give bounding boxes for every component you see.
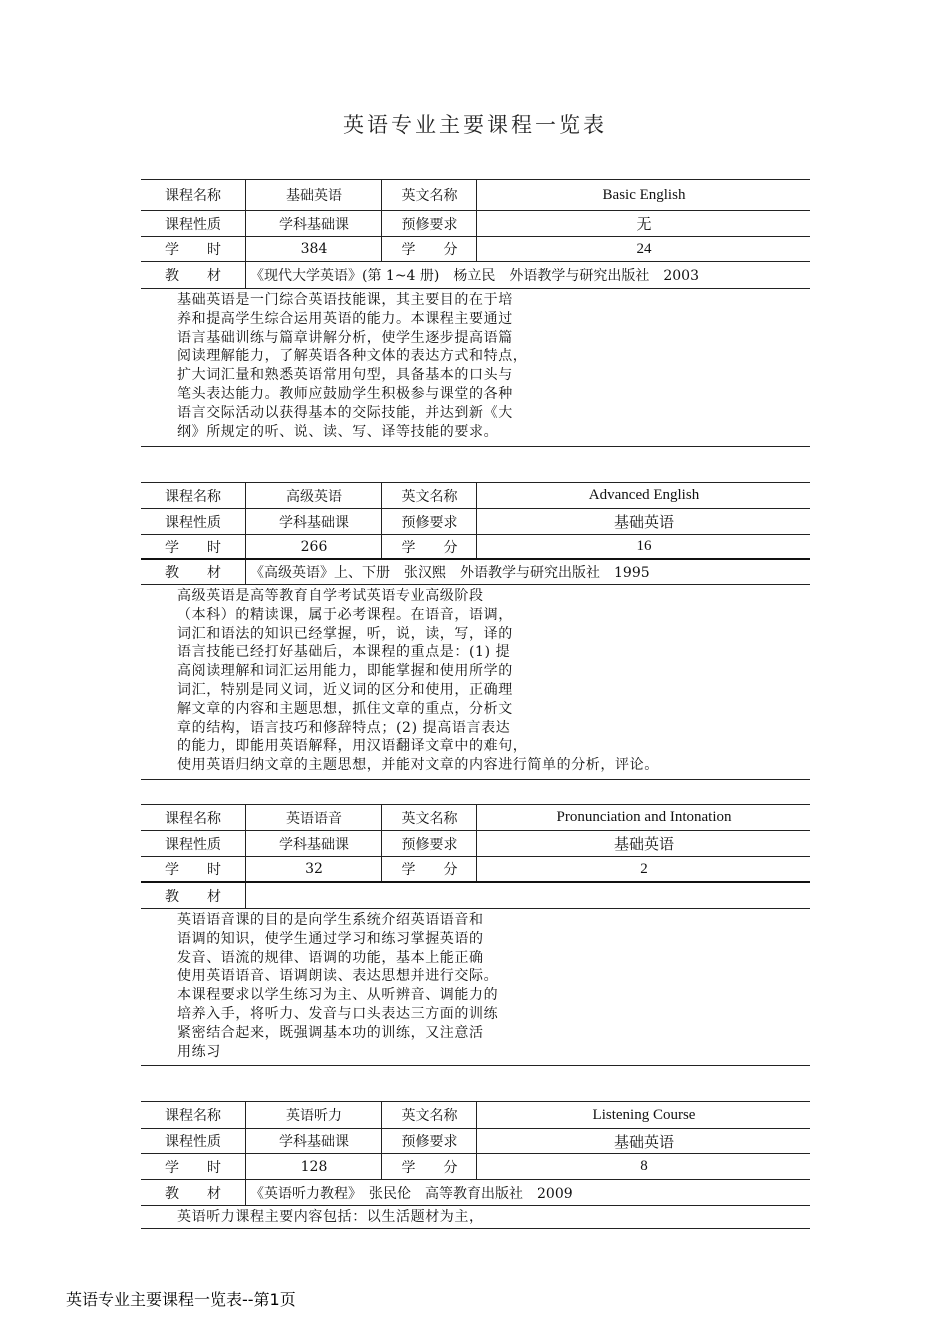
course-name-label: 课程名称 xyxy=(165,810,221,827)
course-name-row xyxy=(141,804,810,830)
course-description: 英语语音课的目的是向学生系统介绍英语语音和 语调的知识，使学生通过学习和练习掌握英语的 发音、语流的规律、语调的功能，基本上能正确 使用英语语音、语调朗读、表达思想并进行交际。 本课程要求以学生练习为主、从听辨音、调能力的 培养入手，将听力、发音与口头表达三方面的训练 紧密结合起来，既强调基本功的训练，又注意活 用练习 xyxy=(141,908,810,1066)
hours-label: 学 时 xyxy=(165,242,221,258)
textbook-row xyxy=(141,1179,810,1205)
course-type-row xyxy=(141,830,810,856)
prerequisite-label: 预修要求 xyxy=(381,509,477,534)
credits-label: 学 分 xyxy=(381,1154,477,1179)
english-name-value: Listening Course xyxy=(476,1102,811,1128)
credits-label: 学 分 xyxy=(381,535,477,558)
hours-value: 384 xyxy=(245,237,382,261)
course-type-row xyxy=(141,210,810,236)
prerequisite-value: 基础英语 xyxy=(476,509,811,534)
page-footer: 英语专业主要课程一览表--第1页 xyxy=(66,1290,296,1309)
prerequisite-value: 无 xyxy=(476,211,811,236)
english-name-label: 英文名称 xyxy=(381,483,477,508)
course-name-row xyxy=(141,1101,810,1128)
course-name-value: 高级英语 xyxy=(245,483,382,508)
credits-value: 8 xyxy=(476,1154,811,1179)
english-name-value: Basic English xyxy=(476,180,811,210)
course-type-value: 学科基础课 xyxy=(245,211,382,236)
textbook-label: 教 材 xyxy=(165,888,221,905)
hours-value: 266 xyxy=(245,535,382,558)
english-name-value: Advanced English xyxy=(476,483,811,508)
course-name-row xyxy=(141,482,810,508)
course-type-row xyxy=(141,508,810,534)
textbook-value: 《英语听力教程》 张民伦 高等教育出版社 2009 xyxy=(245,1180,810,1205)
course-type-row xyxy=(141,1128,810,1153)
course-name-value: 英语听力 xyxy=(245,1102,382,1128)
textbook-row xyxy=(141,881,810,908)
course-description: 基础英语是一门综合英语技能课，其主要目的在于培 养和提高学生综合运用英语的能力。本课程主要通过 语言基础训练与篇章讲解分析，使学生逐步提高语篇 阅读理解能力，了解英语各种文体的表达方式和特点， 扩大词汇量和熟悉英语常用句型，具备基本的口头与 笔头表达能力。教师应鼓励学生积极参与课堂的各种 语言交际活动以获得基本的交际技能，并达到新《大 纲》所规定的听、说、读、写、译等技能的要求。 xyxy=(141,288,810,447)
english-name-value: Pronunciation and Intonation xyxy=(476,805,811,830)
course-name-label: 课程名称 xyxy=(165,1108,221,1124)
prerequisite-label: 预修要求 xyxy=(381,831,477,856)
textbook-row xyxy=(141,261,810,288)
page-title: 英语专业主要课程一览表 xyxy=(343,113,607,137)
course-description: 高级英语是高等教育自学考试英语专业高级阶段 （本科）的精读课，属于必考课程。在语音，语调， 词汇和语法的知识已经掌握，听，说，读，写，译的 语言技能已经打好基础后，本课程的重点是：(1) 提 高阅读理解和词汇运用能力，即能掌握和使用所学的 词汇，特别是同义词，近义词的区分和使用，正确理 解文章的内容和主题思想，抓住文章的重点，分析文 章的结构，语言技巧和修辞特点；(2) 提高语言表达 的能力，即能用英语解释，用汉语翻译文章中的难句， 使用英语归纳文章的主题思想，并能对文章的内容进行简单的分析，评论。 xyxy=(141,584,810,780)
course-description: 英语听力课程主要内容包括：以生活题材为主， xyxy=(141,1205,810,1229)
hours-label: 学 时 xyxy=(165,862,221,878)
course-name-value: 基础英语 xyxy=(245,180,382,210)
course-type-label: 课程性质 xyxy=(165,1134,221,1150)
english-name-label: 英文名称 xyxy=(381,1102,477,1128)
credits-value: 2 xyxy=(476,857,811,881)
course-name-label: 课程名称 xyxy=(165,188,221,204)
textbook-value: 《现代大学英语》(第 1~4 册) 杨立民 外语教学与研究出版社 2003 xyxy=(245,262,810,288)
english-name-label: 英文名称 xyxy=(381,180,477,210)
textbook-value xyxy=(245,883,810,908)
hours-label: 学 时 xyxy=(165,539,221,556)
credits-label: 学 分 xyxy=(381,237,477,261)
textbook-label: 教 材 xyxy=(165,565,221,581)
course-table xyxy=(141,1101,810,1229)
hours-row xyxy=(141,856,810,881)
course-type-value: 学科基础课 xyxy=(245,1129,382,1153)
hours-label: 学 时 xyxy=(165,1159,221,1176)
credits-label: 学 分 xyxy=(381,857,477,881)
prerequisite-label: 预修要求 xyxy=(381,211,477,236)
course-table xyxy=(141,179,810,447)
hours-row xyxy=(141,236,810,261)
credits-value: 16 xyxy=(476,535,811,558)
credits-value: 24 xyxy=(476,237,811,261)
textbook-label: 教 材 xyxy=(165,268,221,284)
course-type-label: 课程性质 xyxy=(165,514,221,531)
course-name-label: 课程名称 xyxy=(165,488,221,505)
course-name-value: 英语语音 xyxy=(245,805,382,830)
textbook-row xyxy=(141,558,810,584)
textbook-value: 《高级英语》上、下册 张汉熙 外语教学与研究出版社 1995 xyxy=(245,560,810,584)
hours-value: 32 xyxy=(245,857,382,881)
course-table xyxy=(141,482,810,780)
course-name-row xyxy=(141,179,810,210)
english-name-label: 英文名称 xyxy=(381,805,477,830)
hours-row xyxy=(141,534,810,558)
hours-row xyxy=(141,1153,810,1179)
course-type-value: 学科基础课 xyxy=(245,509,382,534)
course-type-value: 学科基础课 xyxy=(245,831,382,856)
course-type-label: 课程性质 xyxy=(165,836,221,853)
hours-value: 128 xyxy=(245,1154,382,1179)
course-type-label: 课程性质 xyxy=(165,216,221,233)
prerequisite-label: 预修要求 xyxy=(381,1129,477,1153)
prerequisite-value: 基础英语 xyxy=(476,831,811,856)
prerequisite-value: 基础英语 xyxy=(476,1129,811,1153)
course-table xyxy=(141,804,810,1066)
textbook-label: 教 材 xyxy=(165,1185,221,1202)
